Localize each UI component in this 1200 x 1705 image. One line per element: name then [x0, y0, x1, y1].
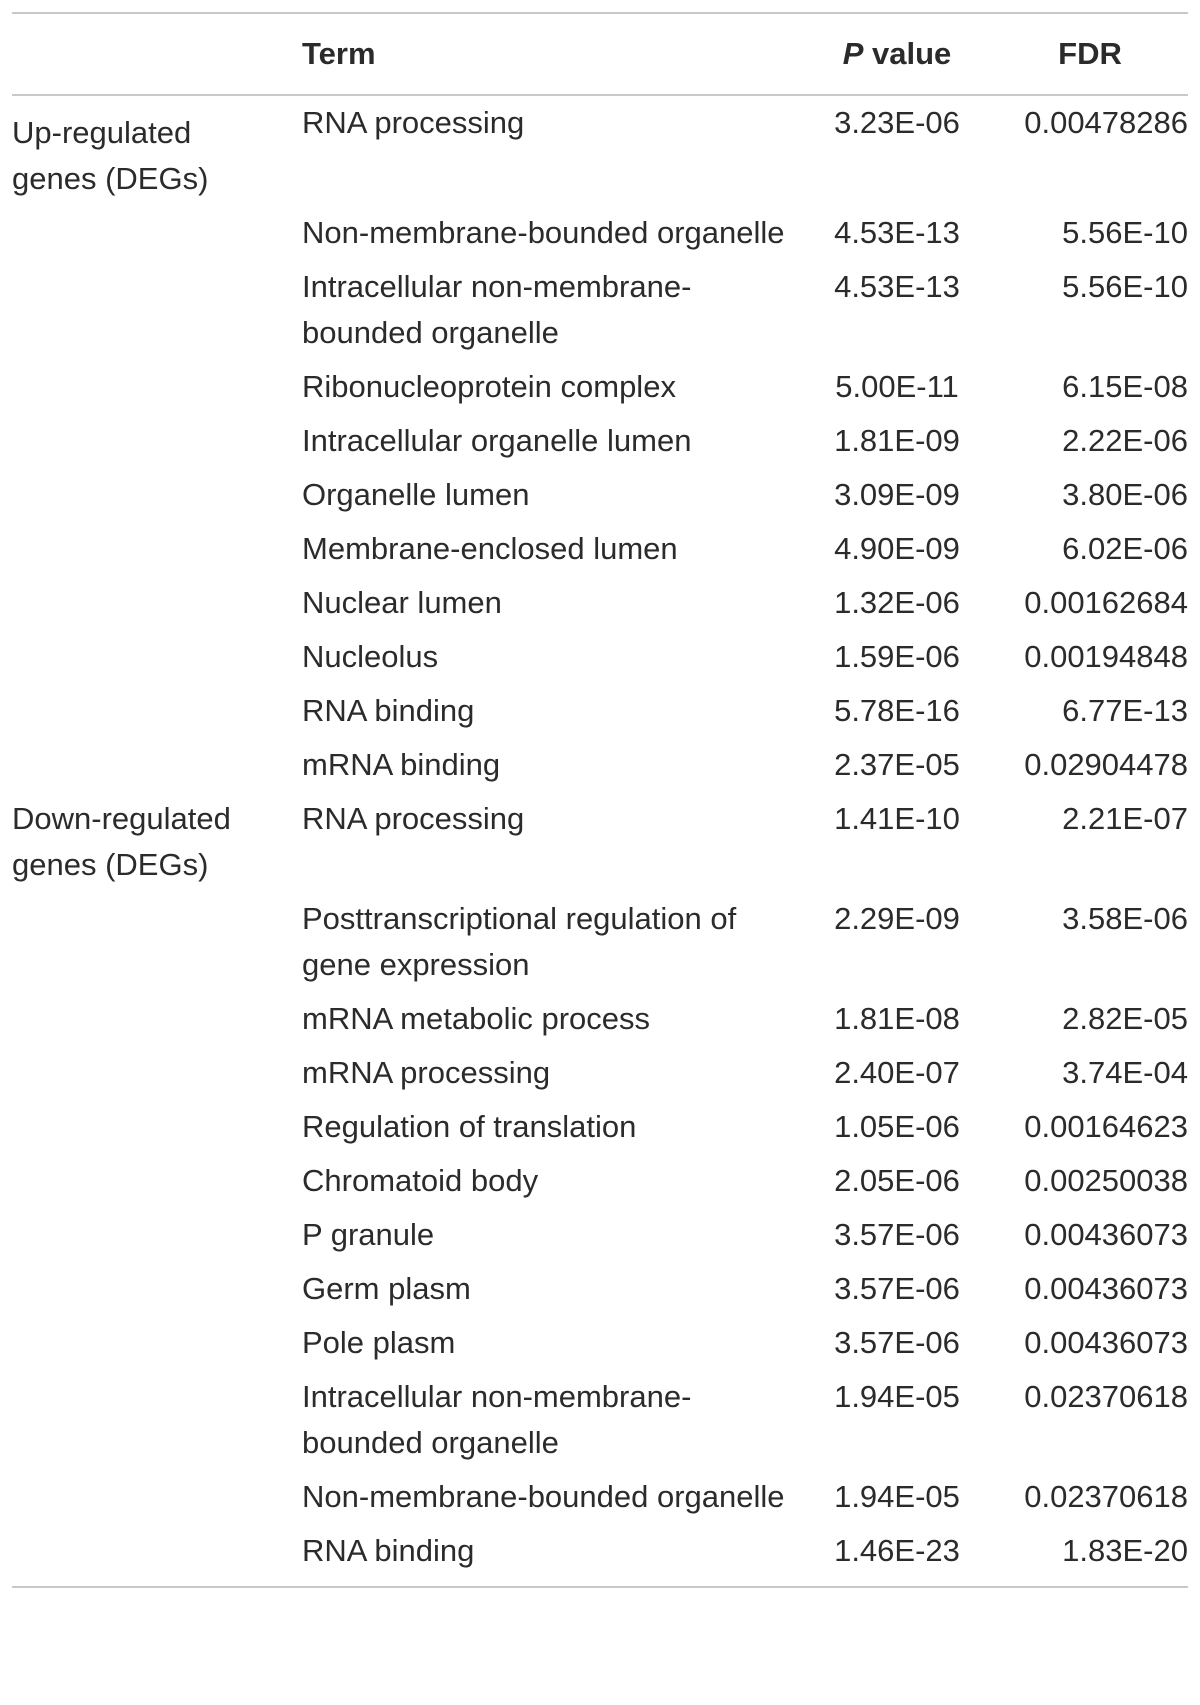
header-p-italic: P	[842, 36, 864, 71]
p-value-cell: 4.90E-09	[834, 531, 960, 566]
group-cell	[12, 468, 302, 522]
fdr-cell: 0.00436073	[1024, 1271, 1188, 1306]
header-row	[12, 13, 1188, 95]
p-value-cell: 4.53E-13	[834, 215, 960, 250]
p-value-cell: 3.57E-06	[834, 1217, 960, 1252]
p-value-cell: 1.59E-06	[834, 639, 960, 674]
table-header	[12, 13, 1188, 95]
term-cell: mRNA processing	[302, 1055, 551, 1090]
group-cell	[12, 1470, 302, 1524]
term-cell: Non-membrane-bounded organelle	[302, 215, 785, 250]
table-row	[12, 892, 1188, 992]
fdr-cell: 0.00250038	[1024, 1163, 1188, 1198]
fdr-cell: 6.77E-13	[1062, 693, 1188, 728]
fdr-cell: 2.82E-05	[1062, 1001, 1188, 1036]
p-value-cell: 3.57E-06	[834, 1325, 960, 1360]
p-value-cell: 2.37E-05	[834, 747, 960, 782]
group-cell	[12, 1524, 302, 1587]
fdr-cell: 0.02904478	[1024, 747, 1188, 782]
fdr-cell: 0.00436073	[1024, 1217, 1188, 1252]
p-value-cell: 1.05E-06	[834, 1109, 960, 1144]
group-cell	[12, 206, 302, 260]
group-cell	[12, 1370, 302, 1470]
group-cell	[12, 630, 302, 684]
term-cell: RNA binding	[302, 1533, 475, 1568]
table-row	[12, 1470, 1188, 1524]
p-value-cell: 4.53E-13	[834, 269, 960, 304]
fdr-cell: 0.00162684	[1024, 585, 1188, 620]
term-cell: P granule	[302, 1217, 435, 1252]
table-row	[12, 1262, 1188, 1316]
header-group	[12, 13, 302, 95]
fdr-cell: 1.83E-20	[1062, 1533, 1188, 1568]
table-row	[12, 360, 1188, 414]
table-row	[12, 792, 1188, 892]
term-cell: Membrane-enclosed lumen	[302, 531, 678, 566]
fdr-cell: 2.21E-07	[1062, 801, 1188, 836]
fdr-cell: 6.15E-08	[1062, 369, 1188, 404]
fdr-cell: 6.02E-06	[1062, 531, 1188, 566]
term-cell: Organelle lumen	[302, 477, 530, 512]
term-cell: Ribonucleoprotein complex	[302, 369, 676, 404]
fdr-cell: 0.00436073	[1024, 1325, 1188, 1360]
group-cell	[12, 792, 302, 892]
fdr-cell: 5.56E-10	[1062, 215, 1188, 250]
term-cell: mRNA binding	[302, 747, 501, 782]
table-row	[12, 738, 1188, 792]
table-row	[12, 1208, 1188, 1262]
group-cell	[12, 1316, 302, 1370]
fdr-cell: 0.02370618	[1024, 1479, 1188, 1514]
p-value-cell: 3.57E-06	[834, 1271, 960, 1306]
p-value-cell: 1.81E-09	[834, 423, 960, 458]
p-value-cell: 5.78E-16	[834, 693, 960, 728]
group-cell	[12, 892, 302, 992]
term-cell: Intracellular organelle lumen	[302, 423, 692, 458]
group-cell	[12, 992, 302, 1046]
group-cell	[12, 95, 302, 206]
group-label: Down-regulated genes (DEGs)	[12, 801, 231, 882]
table-row	[12, 684, 1188, 738]
fdr-cell: 3.80E-06	[1062, 477, 1188, 512]
group-cell	[12, 1046, 302, 1100]
table-row	[12, 414, 1188, 468]
go-enrichment-table	[12, 12, 1188, 1588]
group-cell	[12, 738, 302, 792]
term-cell: Non-membrane-bounded organelle	[302, 1479, 785, 1514]
p-value-cell: 1.94E-05	[834, 1379, 960, 1414]
table-row	[12, 1524, 1188, 1587]
p-value-cell: 5.00E-11	[835, 369, 959, 404]
group-cell	[12, 522, 302, 576]
table-row	[12, 1100, 1188, 1154]
header-p-rest: value	[863, 36, 952, 71]
table-row	[12, 206, 1188, 260]
group-cell	[12, 360, 302, 414]
fdr-cell: 2.22E-06	[1062, 423, 1188, 458]
fdr-cell: 3.58E-06	[1062, 901, 1188, 936]
term-cell: Intracellular non-membrane-bounded organelle	[302, 269, 692, 350]
table-row	[12, 1370, 1188, 1470]
header-fdr: FDR	[992, 13, 1188, 95]
header-p-value	[802, 13, 992, 95]
p-value-cell: 2.29E-09	[834, 901, 960, 936]
group-cell	[12, 684, 302, 738]
p-value-cell: 2.05E-06	[834, 1163, 960, 1198]
p-value-cell: 1.46E-23	[834, 1533, 960, 1568]
fdr-cell: 0.00164623	[1024, 1109, 1188, 1144]
group-cell	[12, 1154, 302, 1208]
table-row	[12, 468, 1188, 522]
p-value-cell: 3.23E-06	[834, 105, 960, 140]
p-value-cell: 1.81E-08	[834, 1001, 960, 1036]
term-cell: Pole plasm	[302, 1325, 456, 1360]
table-row	[12, 1316, 1188, 1370]
fdr-cell: 3.74E-04	[1062, 1055, 1188, 1090]
group-cell	[12, 1100, 302, 1154]
group-cell	[12, 1208, 302, 1262]
p-value-cell: 1.41E-10	[834, 801, 960, 836]
term-cell: Posttranscriptional regulation of gene expression	[302, 901, 737, 982]
term-cell: Germ plasm	[302, 1271, 471, 1306]
term-cell: Chromatoid body	[302, 1163, 539, 1198]
fdr-cell: 0.00194848	[1024, 639, 1188, 674]
header-term: Term	[302, 13, 802, 95]
group-cell	[12, 1262, 302, 1316]
term-cell: RNA processing	[302, 105, 525, 140]
group-cell	[12, 260, 302, 360]
table-row	[12, 576, 1188, 630]
term-cell: RNA processing	[302, 801, 525, 836]
p-value-cell: 2.40E-07	[834, 1055, 960, 1090]
table-row	[12, 992, 1188, 1046]
term-cell: Nucleolus	[302, 639, 439, 674]
table-row	[12, 630, 1188, 684]
p-value-cell: 1.32E-06	[834, 585, 960, 620]
table-row	[12, 1046, 1188, 1100]
group-label: Up-regulated genes (DEGs)	[12, 115, 209, 196]
p-value-cell: 1.94E-05	[834, 1479, 960, 1514]
table-body	[12, 95, 1188, 1587]
term-cell: Intracellular non-membrane-bounded organelle	[302, 1379, 692, 1460]
group-cell	[12, 576, 302, 630]
table-row	[12, 95, 1188, 206]
fdr-cell: 5.56E-10	[1062, 269, 1188, 304]
term-cell: mRNA metabolic process	[302, 1001, 651, 1036]
term-cell: RNA binding	[302, 693, 475, 728]
table-row	[12, 522, 1188, 576]
group-cell	[12, 414, 302, 468]
fdr-cell: 0.02370618	[1024, 1379, 1188, 1414]
fdr-cell: 0.00478286	[1024, 105, 1188, 140]
p-value-cell: 3.09E-09	[834, 477, 960, 512]
table-row	[12, 260, 1188, 360]
table-row	[12, 1154, 1188, 1208]
term-cell: Nuclear lumen	[302, 585, 502, 620]
term-cell: Regulation of translation	[302, 1109, 637, 1144]
